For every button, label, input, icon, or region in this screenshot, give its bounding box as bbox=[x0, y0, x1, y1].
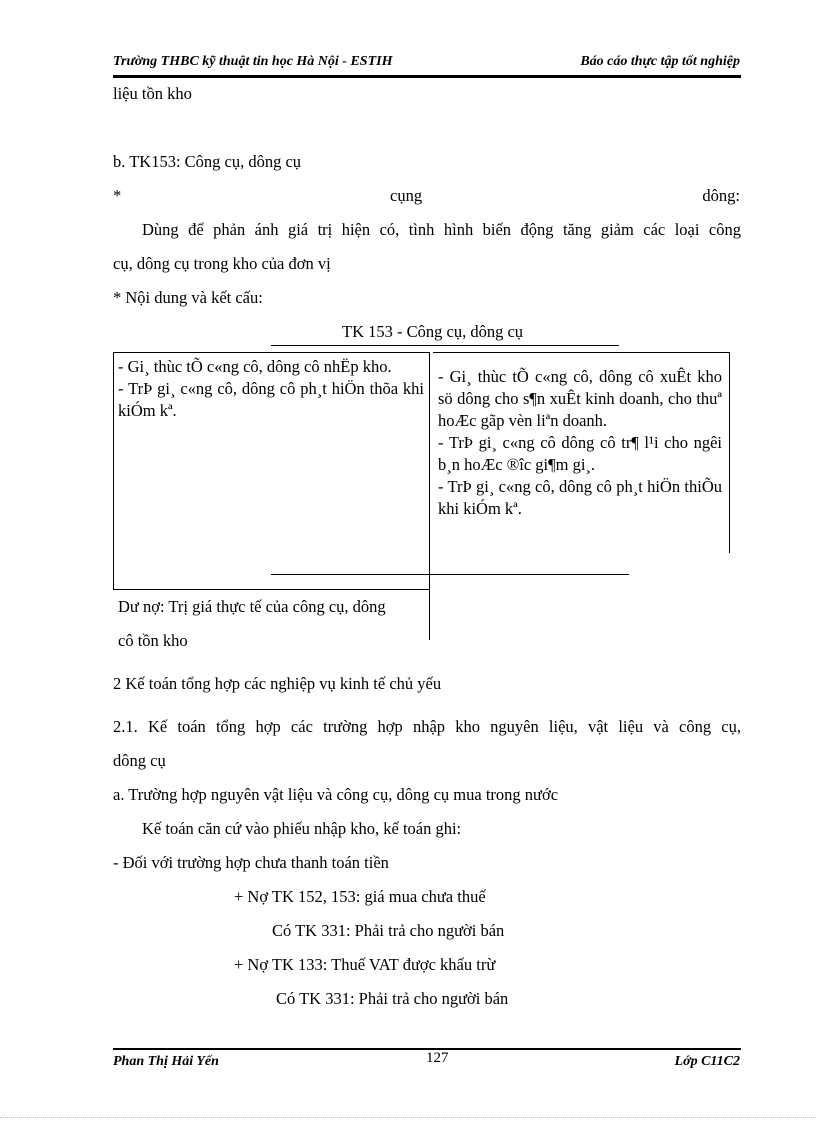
header-report-title: Báo cáo thực tập tốt nghiệp bbox=[580, 54, 740, 69]
case-unpaid: - Đối với trường hợp chưa thanh toán tiền bbox=[113, 853, 389, 872]
debit-item: - Gi¸ thùc tÕ c«ng cô, dông cô nhËp kho. bbox=[118, 357, 392, 376]
journal-entry: + Nợ TK 152, 153: giá mua chưa thuế bbox=[234, 887, 486, 906]
balance-line-2: cô tồn kho bbox=[118, 631, 188, 650]
debit-column bbox=[118, 356, 424, 422]
page-edge-dots bbox=[0, 1117, 816, 1118]
section-2-1-line-1: 2.1. Kế toán tổng hợp các trường hợp nhập kho nguyên liệu, vật liệu và công cụ, bbox=[113, 717, 741, 736]
content-heading: * Nội dung và kết cấu: bbox=[113, 288, 263, 307]
journal-entry: Có TK 331: Phải trả cho người bán bbox=[276, 989, 509, 1008]
section-2-title: 2 Kế toán tổng hợp các nghiệp vụ kinh tế chủ yếu bbox=[113, 674, 442, 693]
heading-tk153: b. TK153: Công cụ, dông cụ bbox=[113, 152, 302, 171]
journal-entry: + Nợ TK 133: Thuế VAT được khấu trừ bbox=[234, 955, 496, 974]
footer-author: Phan Thị Hải Yến bbox=[113, 1054, 219, 1069]
balance-line-1: Dư nợ: Trị giá thực tế của công cụ, dông bbox=[118, 597, 386, 616]
paragraph-line-1: Dùng để phản ánh giá trị hiện có, tình hình biến động tăng giảm các loại công bbox=[142, 220, 741, 239]
debit-box-left bbox=[113, 352, 114, 590]
word-dong: dông: bbox=[702, 186, 740, 205]
accounting-paragraph: Kế toán căn cứ vào phiếu nhập kho, kế toán ghi: bbox=[142, 819, 462, 838]
header-rule bbox=[113, 75, 741, 78]
credit-item: - TrÞ gi¸ c«ng cô, dông cô ph¸t hiÖn thiÕu khi kiÓm kª. bbox=[438, 477, 722, 518]
credit-item: - TrÞ gi¸ c«ng cô dông cô tr¶ l¹i cho ngêi b¸n hoÆc ®îc gi¶m gi¸. bbox=[438, 433, 722, 474]
t-account-divider bbox=[429, 352, 430, 640]
t-account-title: TK 153 - Công cụ, dông cụ bbox=[342, 322, 524, 341]
header-school: Trường THBC kỹ thuật tin học Hà Nội - ESTIH bbox=[113, 54, 393, 69]
credit-column bbox=[438, 366, 722, 520]
bullet-star: * bbox=[113, 186, 122, 205]
paragraph-line-2: cụ, dông cụ trong kho của đơn vị bbox=[113, 254, 331, 273]
line-lieu-ton-kho: liệu tồn kho bbox=[113, 84, 192, 103]
t-account-bottom-rule bbox=[271, 574, 629, 575]
t-account-top-rule bbox=[271, 345, 619, 346]
journal-entry: Có TK 331: Phải trả cho người bán bbox=[272, 921, 505, 940]
case-a-heading: a. Trường hợp nguyên vật liệu và công cụ, dông cụ mua trong nước bbox=[113, 785, 559, 804]
footer-class: Lớp C11C2 bbox=[674, 1054, 740, 1069]
section-2-1-line-2: dông cụ bbox=[113, 751, 166, 770]
debit-item: - TrÞ gi¸ c«ng cô, dông cô ph¸t hiÖn thõa khi kiÓm kª. bbox=[118, 379, 424, 420]
word-cung: cụng bbox=[390, 186, 423, 205]
balance-top-rule bbox=[113, 589, 429, 590]
credit-item: - Gi¸ thùc tÕ c«ng cô, dông cô xuÊt kho sö dông cho s¶n xuÊt kinh doanh, cho thuª hoÆc gãp vèn liªn doanh. bbox=[438, 367, 722, 430]
credit-box-top bbox=[433, 352, 730, 353]
credit-box-right bbox=[729, 352, 730, 553]
page-number: 127 bbox=[426, 1050, 449, 1066]
debit-box-top bbox=[113, 352, 429, 353]
